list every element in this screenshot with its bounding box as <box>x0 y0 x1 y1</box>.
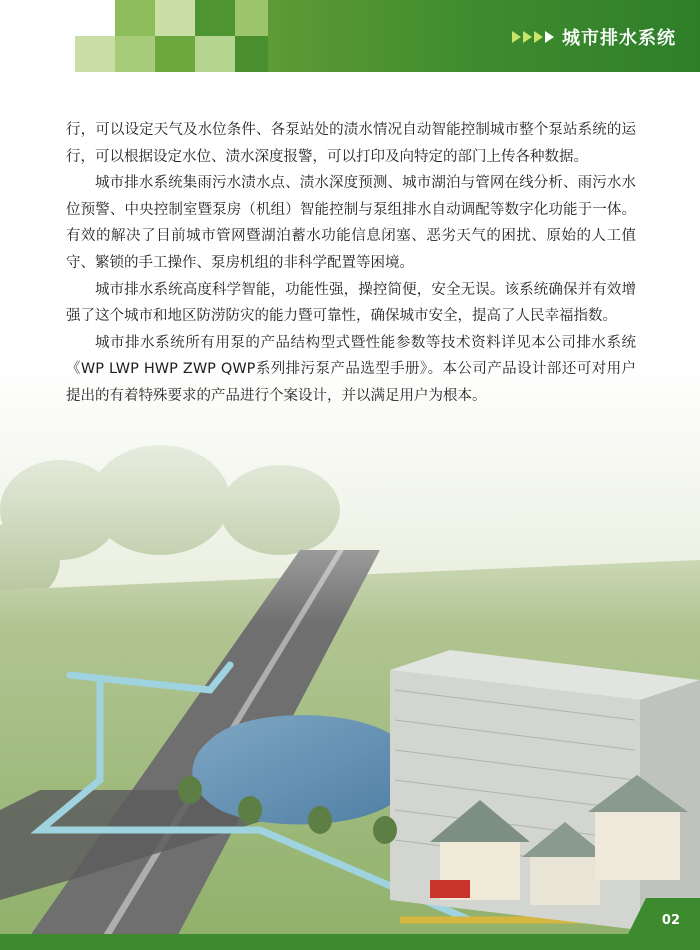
header-bar <box>268 0 700 72</box>
header-title-group <box>512 24 676 50</box>
body-text <box>66 117 636 410</box>
footer-bar <box>0 934 700 950</box>
city-drainage-illustration <box>0 360 700 950</box>
section-title: 城市排水系统 <box>562 28 676 49</box>
chevron-right-icon <box>534 31 543 43</box>
chevron-right-icon <box>523 31 532 43</box>
chevron-right-icon <box>512 31 521 43</box>
text-fade-overlay <box>0 360 700 950</box>
paragraph: 行，可以设定天气及水位条件、各泵站处的渍水情况自动智能控制城市整个泵站系统的运行，可以根据设定水位、渍水深度报警，可以打印及向特定的部门上传各种数据。 <box>66 122 636 165</box>
paragraph: 城市排水系统所有用泵的产品结构型式暨性能参数等技术资料详见本公司排水系统《WP LWP HWP ZWP QWP系列排污泵产品选型手册》。本公司产品设计部还可对用户提出的有着特殊要求的产品进行个案设计，并以满足用户为根本。 <box>66 334 636 404</box>
header-band <box>0 0 700 72</box>
page-number: 02 <box>661 913 680 928</box>
paragraph: 城市排水系统集雨污水渍水点、渍水深度预测、城市湖泊与管网在线分析、雨污水水位预警、中央控制室暨泵房（机组）智能控制与泵组排水自动调配等数字化功能于一体。有效的解决了目前城市管网暨湖泊蓄水功能信息闭塞、恶劣天气的困扰、原始的人工值守、繁锁的手工操作、泵房机组的非科学配置等困境。 <box>66 175 636 271</box>
paragraph: 城市排水系统高度科学智能，功能性强，操控简便，安全无误。该系统确保并有效增强了这个城市和地区防涝防灾的能力暨可靠性，确保城市安全，提高了人民幸福指数。 <box>66 281 636 325</box>
header-checker-decoration <box>0 0 270 72</box>
chevron-right-icon <box>545 31 554 43</box>
